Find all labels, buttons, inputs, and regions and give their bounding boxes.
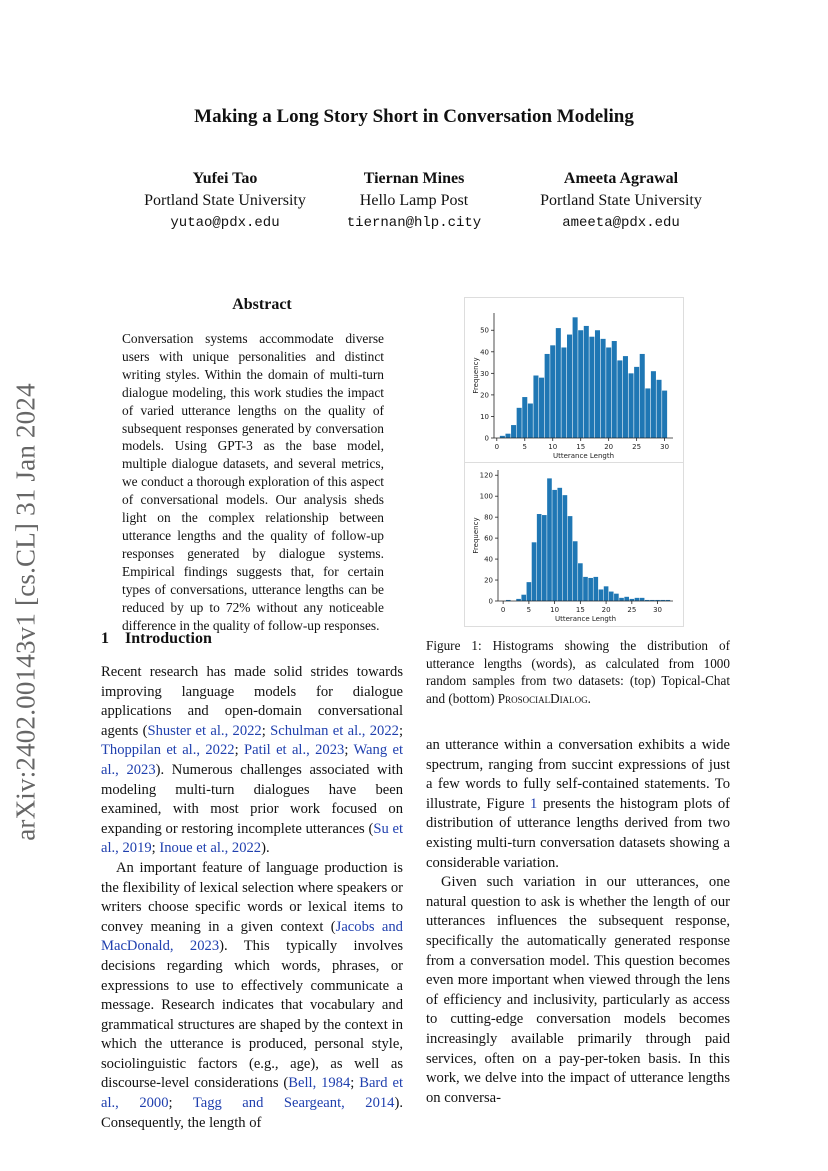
histogram-bar <box>651 371 656 438</box>
y-tick-label: 40 <box>484 555 493 564</box>
histogram-bar <box>547 478 552 601</box>
histogram-bar <box>505 434 510 438</box>
histogram-bar <box>583 577 588 601</box>
histogram-bar <box>609 592 614 601</box>
histogram-bar <box>532 542 537 601</box>
histogram-bar <box>588 578 593 601</box>
right-paragraph-2: Given such variation in our utterances, one natural question to ask is whether the length of our utterances influences the subsequent response, specifically the automatically generated response from a conversation model. This question becomes even more important when viewed through the lens of efficiency and inclusivity, particularly as access to cutting-edge conversation models becomes increasingly available primarily through paid services, often on a pay-per-token basis. In this work, we delve into the impact of utterance lengths on conversa- <box>426 874 730 1106</box>
histogram-bar <box>561 347 566 438</box>
author-name: Ameeta Agrawal <box>563 170 679 187</box>
y-tick-label: 50 <box>480 326 489 335</box>
caption-text: . <box>587 690 591 706</box>
y-tick-label: 30 <box>480 369 489 378</box>
histogram-bar <box>614 594 619 601</box>
histogram-topical-chat-svg <box>465 298 683 463</box>
author-affiliation: Portland State University <box>540 192 702 209</box>
histogram-bar <box>617 360 622 438</box>
intro-right-column <box>426 736 730 1108</box>
histogram-bar <box>511 425 516 438</box>
dataset-name: ProsocialDialog <box>497 690 588 706</box>
x-tick-label: 15 <box>575 606 585 614</box>
x-tick-label: 30 <box>653 606 663 614</box>
histogram-bar <box>527 582 532 601</box>
y-tick-label: 100 <box>479 492 493 501</box>
arxiv-identifier <box>6 377 46 847</box>
x-tick-label: 20 <box>601 606 611 614</box>
citation-link[interactable]: Schulman et al., 2022 <box>270 722 399 739</box>
citation-link[interactable]: Shuster et al., 2022 <box>147 722 262 739</box>
x-axis-label: Utterance Length <box>554 615 617 623</box>
histogram-bar <box>584 326 589 438</box>
histogram-bar <box>550 345 555 438</box>
intro-paragraph-2 <box>101 859 403 1133</box>
histogram-prosocial-dialog-svg <box>465 463 683 626</box>
citation-link[interactable]: Patil et al., 2023 <box>243 742 345 759</box>
y-tick-label: 40 <box>480 348 489 357</box>
y-tick-label: 20 <box>484 576 493 585</box>
right-paragraph-1 <box>426 736 730 873</box>
histogram-bar <box>593 577 598 601</box>
x-tick-label: 15 <box>576 443 586 451</box>
author-block-3 <box>511 168 731 234</box>
author-email[interactable]: yutao@pdx.edu <box>170 215 280 231</box>
y-tick-label: 80 <box>484 513 493 522</box>
histogram-bar <box>612 341 617 438</box>
caption-text: Figure 1: Histograms showing the distribution of utterance lengths (words), as calculated from 1000 random samples from two datasets: (top) Topical-Chat and (bottom) <box>426 638 730 706</box>
histogram-bar <box>601 339 606 438</box>
histogram-bar <box>522 397 527 438</box>
histogram-bar <box>595 330 600 438</box>
body-text: ). Consequently, the length of <box>101 1095 403 1131</box>
abstract-heading: Abstract <box>232 296 292 313</box>
histogram-bar <box>604 586 609 601</box>
y-axis-label: Frequency <box>472 517 480 554</box>
citation-link[interactable]: Bard et al., 2000 <box>101 1075 403 1112</box>
citation-link[interactable]: Tagg and Seargeant, 2014 <box>192 1095 395 1112</box>
histogram-bar <box>599 589 604 601</box>
author-affiliation: Hello Lamp Post <box>359 192 469 209</box>
author-name: Tiernan Mines <box>363 170 465 187</box>
intro-left-column <box>101 663 403 1133</box>
histogram-prosocial-dialog <box>464 462 684 627</box>
x-tick-label: 5 <box>522 443 527 451</box>
x-tick-label: 5 <box>526 606 532 614</box>
arxiv-id-text: arXiv:2402.00143v1 [cs.CL] 31 Jan 2024 <box>10 383 41 841</box>
histogram-bar <box>568 516 573 601</box>
y-tick-label: 20 <box>480 391 489 400</box>
y-tick-label: 120 <box>479 471 493 480</box>
body-text: Recent research has made solid strides towards improving language models for dialogue applications and open-domain conversational agents ( <box>101 664 403 739</box>
histogram-bar <box>619 598 624 601</box>
author-name: Yufei Tao <box>192 170 258 187</box>
histogram-bar <box>563 495 568 601</box>
x-tick-label: 0 <box>494 443 500 451</box>
citation-link[interactable]: Wang et al., 2023 <box>101 742 404 778</box>
citation-link[interactable]: Inoue et al., 2022 <box>159 840 262 857</box>
citation-link[interactable]: Jacobs and MacDonald, 2023 <box>101 918 403 955</box>
citation-link[interactable]: Thoppilan et al., 2022 <box>101 742 235 759</box>
histogram-bar <box>623 356 628 438</box>
body-text: ). <box>261 840 270 857</box>
intro-paragraph-1 <box>101 663 403 859</box>
histogram-bar <box>578 330 583 438</box>
y-tick-label: 10 <box>480 412 489 421</box>
histogram-bar <box>556 328 561 438</box>
histogram-bar <box>528 404 533 438</box>
y-tick-label: 0 <box>488 597 493 606</box>
abstract-text: Conversation systems accommodate diverse users with unique personalities and distinct writing styles. Within the domain of multi-turn dialogue modeling, this work studies the impact of varied utterance lengths on the quality of subsequent responses generated by conversation models. Using GPT-3 as the base model, multiple dialogue datasets, and several metrics, we conduct a thorough exploration of this aspect of conversational models. Our analysis sheds light on the complex relationship between utterance lengths and the quality of follow-up responses generated by dialogue systems. Empirical findings suggests that, for certain types of conversations, utterance lengths can be reduced by up to 72% without any noticeable difference in the quality of follow-up responses. <box>122 331 384 633</box>
y-tick-label: 0 <box>484 434 489 443</box>
histogram-bar <box>589 337 594 438</box>
separator: ; <box>261 722 271 739</box>
y-tick-label: 60 <box>484 534 493 543</box>
paper-title: Making a Long Story Short in Conversation Modeling <box>194 106 634 127</box>
histogram-bar <box>533 376 538 439</box>
author-block-1 <box>115 168 335 234</box>
histogram-bar <box>634 367 639 438</box>
x-tick-label: 10 <box>550 606 560 614</box>
histogram-bar <box>635 598 640 601</box>
histogram-bar <box>517 408 522 438</box>
section-title: Introduction <box>125 630 212 647</box>
author-email[interactable]: tiernan@hlp.city <box>346 215 482 231</box>
histogram-bar <box>573 317 578 438</box>
histogram-bar <box>640 354 645 438</box>
x-tick-label: 30 <box>660 443 670 451</box>
separator: ; <box>398 722 403 739</box>
histogram-topical-chat <box>464 297 684 464</box>
x-tick-label: 20 <box>604 443 614 451</box>
histogram-bar <box>537 514 542 601</box>
author-email[interactable]: ameeta@pdx.edu <box>562 215 680 231</box>
histogram-bar <box>567 335 572 438</box>
histogram-bar <box>557 488 562 601</box>
x-tick-label: 0 <box>500 606 506 614</box>
histogram-bar <box>573 541 578 601</box>
histogram-bar <box>624 597 629 601</box>
separator: ; <box>234 742 244 759</box>
figure-ref-link[interactable]: 1 <box>530 795 538 812</box>
histogram-bar <box>662 391 667 438</box>
y-axis-label: Frequency <box>472 357 480 394</box>
x-tick-label: 25 <box>627 606 637 614</box>
body-text: An important feature of language production is the flexibility of lexical selection where speakers or writers choose specific words or lexical items to convey meaning in a given context ( <box>101 859 403 935</box>
body-text: an utterance within a conversation exhibits a wide spectrum, ranging from succint expressions of just a few words to fully self-contained statements. To illustrate, Figure <box>426 737 730 812</box>
histogram-bar <box>578 563 583 601</box>
histogram-bar <box>545 354 550 438</box>
citation-link[interactable]: Su et al., 2019 <box>101 820 404 857</box>
section-heading <box>101 630 212 648</box>
body-text: ). Numerous challenges associated with modeling multi-turn dialogues have been examined, with most prior work focused on expanding or restoring incomplete utterances ( <box>101 761 403 837</box>
separator: ; <box>151 840 160 857</box>
figure-caption <box>426 637 730 707</box>
separator: ; <box>344 742 354 759</box>
separator: ; <box>350 1075 360 1092</box>
x-tick-label: 25 <box>632 443 642 451</box>
x-axis-label: Utterance Length <box>552 452 615 460</box>
histogram-bar <box>542 515 547 601</box>
separator: ; <box>168 1095 193 1112</box>
histogram-bar <box>539 378 544 438</box>
author-affiliation: Portland State University <box>144 192 306 209</box>
histogram-bar <box>521 595 526 601</box>
histogram-bar <box>656 380 661 438</box>
x-tick-label: 10 <box>548 443 558 451</box>
histogram-bar <box>645 388 650 438</box>
histogram-bar <box>629 373 634 438</box>
body-text: presents the histogram plots of distribution of utterance lengths derived from two existing multi-turn conversation datasets showing a considerable variation. <box>426 795 730 871</box>
histogram-bar <box>640 598 645 601</box>
section-number: 1 <box>101 630 109 647</box>
author-block-2 <box>304 168 524 234</box>
body-text: ). This typically involves decisions regarding which words, phrases, or expressions to use to effectively communicate a message. Research indicates that vocabulary and grammatical structures are shaped by the context in which the utterance is produced, personal style, sociolinguistic factors (e.g., age), as well as discourse-level considerations ( <box>101 938 403 1092</box>
histogram-bar <box>552 490 557 601</box>
histogram-bar <box>606 347 611 438</box>
citation-link[interactable]: Bell, 1984 <box>288 1075 351 1092</box>
